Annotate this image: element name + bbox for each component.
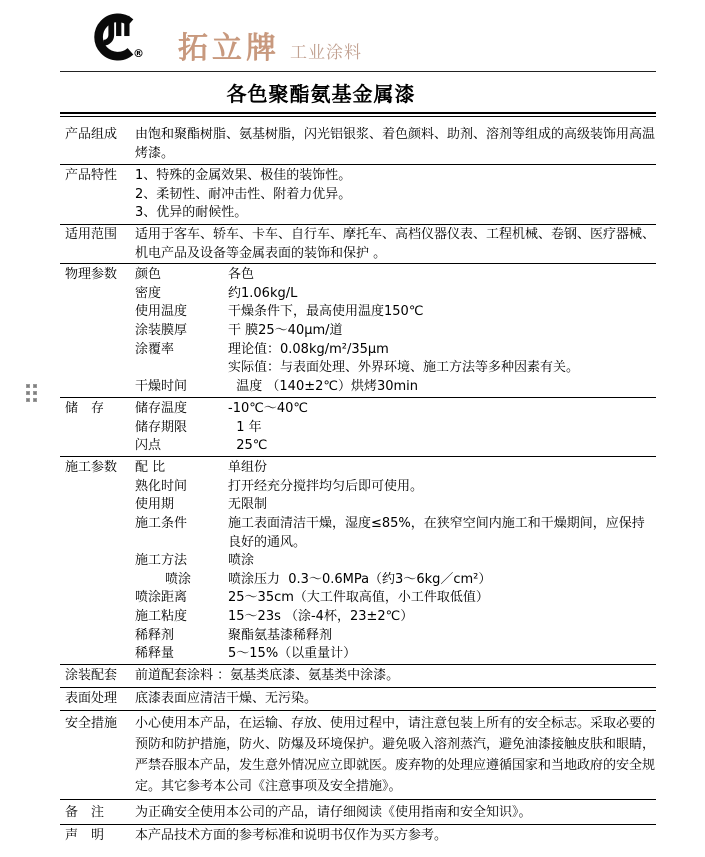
section-application-scope	[60, 225, 656, 264]
spec-name: 施工方法	[135, 553, 188, 569]
brand-header	[60, 0, 656, 72]
spec-name: 施工条件	[135, 515, 188, 531]
section-text: 前道配套涂料 ：氨基类底漆、氨基类中涂漆。	[135, 668, 400, 684]
spec-name: 稀释量	[135, 646, 175, 662]
spec-value: 15～23s （涂-4杯，23±2℃）	[228, 608, 414, 624]
spec-row	[132, 496, 656, 515]
brand-subtitle: 工业涂料	[290, 43, 362, 63]
spec-name: 干燥时间	[135, 378, 188, 394]
section-text: 由饱和聚酯树脂、氨基树脂，闪光铝银浆、着色颜料、助剂、溶剂等组成的高级装饰用高温烤漆。	[135, 127, 656, 161]
spec-row	[132, 378, 656, 397]
section-storage	[60, 398, 656, 457]
spec-value: 干燥条件下，最高使用温度150℃	[228, 304, 424, 320]
spec-value: 温度 （140±2℃）烘烤30min	[228, 378, 419, 394]
spec-value: -10℃～40℃	[228, 401, 308, 417]
section-text: 为正确安全使用本公司的产品，请仔细阅读《使用指南和安全知识》。	[135, 805, 532, 821]
section-label: 施工参数	[65, 460, 118, 476]
spec-value: 约1.06kg/L	[228, 285, 298, 301]
spec-row	[132, 459, 656, 478]
spec-name: 使用期	[135, 497, 175, 513]
spec-name	[132, 359, 228, 378]
section-label: 表面处理	[65, 691, 118, 707]
spec-row	[132, 303, 656, 322]
section-surface-treatment	[60, 688, 656, 711]
section-remarks	[60, 800, 656, 825]
section-label: 产品特性	[65, 168, 118, 183]
spec-row	[132, 608, 656, 627]
spec-value: 各色	[228, 267, 255, 283]
feature-item: 1、特殊的金属效果、极佳的装饰性。	[135, 168, 352, 183]
spec-value: 无限制	[228, 497, 268, 513]
spec-row	[132, 341, 656, 360]
spec-value: 5～15%（以重量计）	[228, 646, 357, 662]
spec-value: 1 年	[228, 419, 262, 435]
section-label: 安全措施	[65, 716, 118, 732]
section-label: 涂装配套	[65, 668, 118, 684]
spec-row	[132, 627, 656, 646]
spec-value: 单组份	[228, 460, 268, 476]
brand-name: 拓立牌	[178, 31, 280, 66]
section-text: 小心使用本产品，在运输、存放、使用过程中，请注意包装上所有的安全标志。采取必要的预防和防护措施，防火、防爆及环境保护。避免吸入溶剂蒸汽，避免油漆接触皮肤和眼睛，严禁吞服本产品，发生意外情况应立即就医。废弃物的处理应遵循国家和当地政府的安全规定。其它参考本公司《注意事项及安全措施》。	[135, 716, 656, 795]
spec-name: 涂覆率	[135, 341, 175, 357]
spec-name: 闪点	[135, 438, 162, 454]
spec-name: 储存期限	[135, 419, 188, 435]
spec-value: 实际值：与表面处理、外界环境、施工方法等多种因素有关。	[228, 360, 580, 376]
spec-name: 储存温度	[135, 401, 188, 417]
spec-row	[132, 400, 656, 419]
spec-value: 25℃	[228, 438, 268, 454]
spec-value: 干 膜25～40μm/道	[228, 322, 343, 338]
spec-value: 25～35cm（大工件取高值，小工件取低值）	[228, 590, 489, 606]
section-text: 底漆表面应清洁干燥、无污染。	[135, 691, 318, 707]
section-label: 备 注	[65, 805, 105, 821]
spec-row	[132, 478, 656, 497]
spec-name: 喷涂距离	[135, 590, 188, 606]
section-product-composition	[60, 117, 656, 165]
spec-name: 熟化时间	[135, 478, 188, 494]
object-anchor-handle[interactable]	[26, 384, 37, 402]
spec-name: 密度	[135, 285, 162, 301]
spec-name: 喷涂	[165, 571, 192, 587]
spec-value: 施工表面清洁干燥，湿度≤85%，在狭窄空间内施工和干燥期间，应保持良好的通风。	[228, 515, 645, 550]
spec-value: 聚酯氨基漆稀释剂	[228, 627, 333, 643]
feature-item: 3、优异的耐候性。	[135, 205, 248, 221]
spec-row	[132, 589, 656, 608]
section-application-parameters	[60, 457, 656, 665]
section-label: 声 明	[65, 828, 105, 844]
page-title: 各色聚酯氨基金属漆	[226, 81, 416, 106]
section-statement	[60, 825, 656, 846]
spec-row	[132, 266, 656, 285]
spec-row	[132, 515, 656, 552]
section-label: 物理参数	[65, 267, 118, 283]
spec-row	[132, 419, 656, 438]
spec-value: 打开经充分搅拌均匀后即可使用。	[228, 478, 424, 494]
spec-row	[132, 437, 656, 456]
section-label: 储 存	[65, 401, 105, 417]
spec-name: 稀释剂	[135, 627, 175, 643]
spec-name: 施工粘度	[135, 608, 188, 624]
section-safety-measures	[60, 711, 656, 800]
spec-name: 使用温度	[135, 304, 188, 320]
section-text: 本产品技术方面的参考标准和说明书仅作为买方参考。	[135, 828, 448, 844]
spec-row	[132, 322, 656, 341]
spec-row	[132, 571, 656, 590]
spec-row	[132, 285, 656, 304]
section-coating-system	[60, 665, 656, 688]
spec-name: 涂装膜厚	[135, 322, 188, 338]
spec-value: 喷涂	[228, 553, 255, 569]
section-label: 适用范围	[65, 227, 118, 242]
section-physical-parameters	[60, 264, 656, 398]
spec-row	[132, 645, 656, 664]
registered-trademark-mark: ®	[133, 47, 144, 60]
brand-logo	[94, 13, 156, 63]
spec-name: 配 比	[135, 460, 166, 476]
feature-item: 2、柔韧性、耐冲击性、附着力优异。	[135, 186, 352, 202]
spec-value: 理论值：0.08kg/m²/35μm	[228, 341, 389, 357]
spec-row	[132, 359, 656, 378]
section-text: 适用于客车、轿车、卡车、自行车、摩托车、高档仪器仪表、工程机械、卷钢、医疗器械、机电产品及设备等金属表面的装饰和保护 。	[135, 227, 656, 261]
section-label: 产品组成	[65, 127, 118, 142]
spec-row	[132, 552, 656, 571]
spec-value: 喷涂压力 0.3～0.6MPa（约3～6kg／cm²）	[228, 571, 492, 587]
section-product-features	[60, 165, 656, 225]
spec-name: 颜色	[135, 267, 162, 283]
